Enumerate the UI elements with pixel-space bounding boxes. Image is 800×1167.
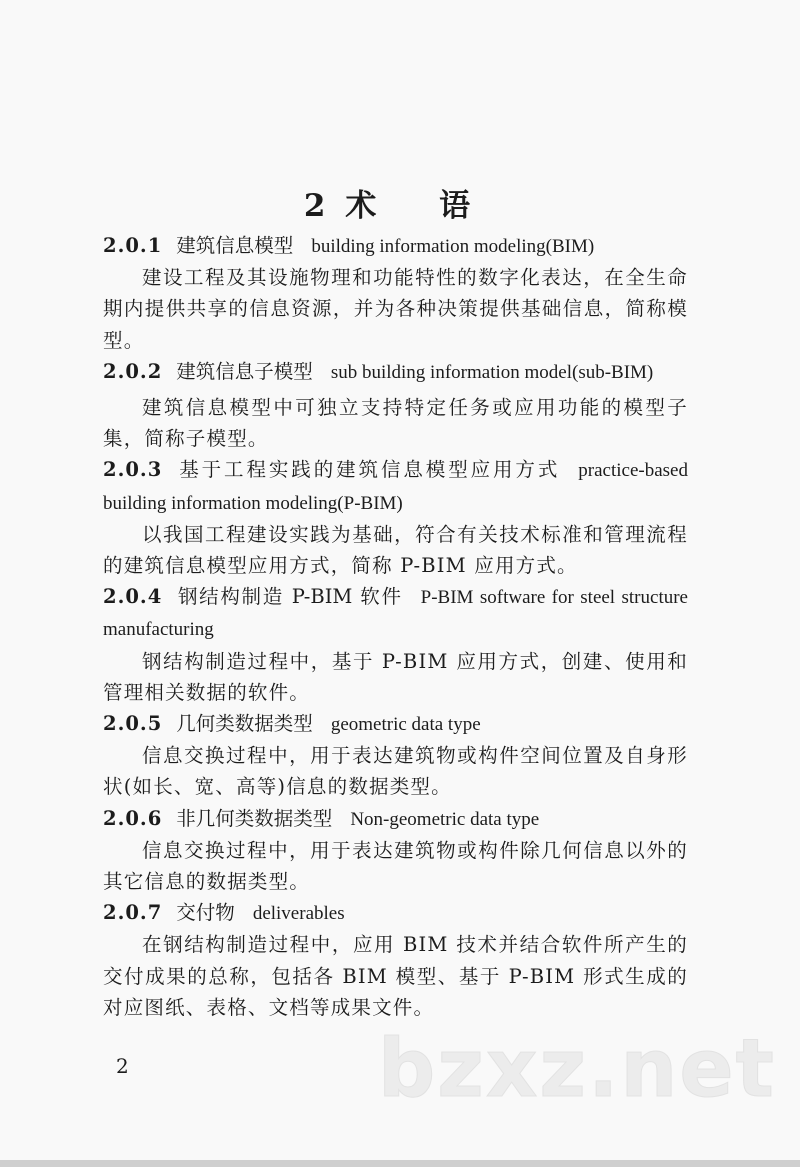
term-definition: 信息交换过程中，用于表达建筑物或构件除几何信息以外的其它信息的数据类型。	[103, 838, 688, 894]
term-english: geometric data type	[330, 714, 481, 736]
term-chinese: 几何类数据类型	[176, 712, 313, 736]
terms-section	[103, 230, 688, 1023]
term-number: 2.0.2	[103, 359, 163, 383]
term-number: 2.0.4	[103, 585, 163, 609]
term-english: deliverables	[252, 903, 345, 925]
term-heading	[103, 897, 688, 929]
term-heading	[103, 581, 688, 645]
page-bottom-edge	[0, 1160, 800, 1167]
term-definition: 在钢结构制造过程中，应用 BIM 技术并结合软件所产生的交付成果的总称，包括各 BIM 模型、基于 P-BIM 形式生成的对应图纸、表格、文档等成果文件。	[103, 933, 688, 1019]
term-english: sub building information model(sub-BIM)	[330, 361, 654, 383]
term-definition: 建筑信息模型中可独立支持特定任务或应用功能的模型子集，简称子模型。	[103, 396, 688, 451]
term-chinese: 交付物	[176, 901, 235, 925]
term-definition: 信息交换过程中，用于表达建筑物或构件空间位置及自身形状(如长、宽、高等)信息的数据类型。	[103, 744, 688, 799]
term-chinese: 非几何类数据类型	[176, 806, 333, 830]
term-heading	[103, 356, 688, 388]
chapter-title	[0, 180, 800, 225]
term-number: 2.0.5	[103, 712, 163, 736]
term-number: 2.0.3	[103, 458, 163, 482]
site-watermark: bzxz.net	[378, 1022, 776, 1115]
term-chinese: 建筑信息模型	[176, 234, 294, 257]
term-number: 2.0.6	[103, 806, 163, 830]
term-definition: 以我国工程建设实践为基础，符合有关技术标准和管理流程的建筑信息模型应用方式，简称 P-BIM 应用方式。	[103, 522, 688, 578]
term-english: building information modeling(BIM)	[311, 236, 595, 257]
term-heading	[103, 230, 688, 262]
term-definition: 建设工程及其设施物理和功能特性的数字化表达，在全生命期内提供共享的信息资源，并为各种决策提供基础信息，简称模型。	[103, 266, 688, 352]
term-number: 2.0.1	[103, 234, 163, 257]
term-chinese: 基于工程实践的建筑信息模型应用方式	[176, 458, 561, 482]
term-definition: 钢结构制造过程中，基于 P-BIM 应用方式，创建、使用和管理相关数据的软件。	[103, 649, 688, 704]
term-english: Non-geometric data type	[350, 808, 540, 830]
term-english: practice-based building information modeling(P-BIM)	[103, 460, 688, 514]
term-heading	[103, 708, 688, 740]
term-chinese: 钢结构制造 P-BIM 软件	[176, 585, 403, 609]
term-heading	[103, 803, 688, 835]
term-chinese: 建筑信息子模型	[176, 359, 313, 383]
term-number: 2.0.7	[103, 901, 163, 925]
term-english: P-BIM software for steel structure manufacturing	[103, 587, 688, 641]
chapter-heading: 术 语	[345, 188, 497, 224]
term-heading	[103, 454, 688, 518]
page-number: 2	[116, 1054, 129, 1078]
chapter-number: 2	[303, 188, 328, 224]
